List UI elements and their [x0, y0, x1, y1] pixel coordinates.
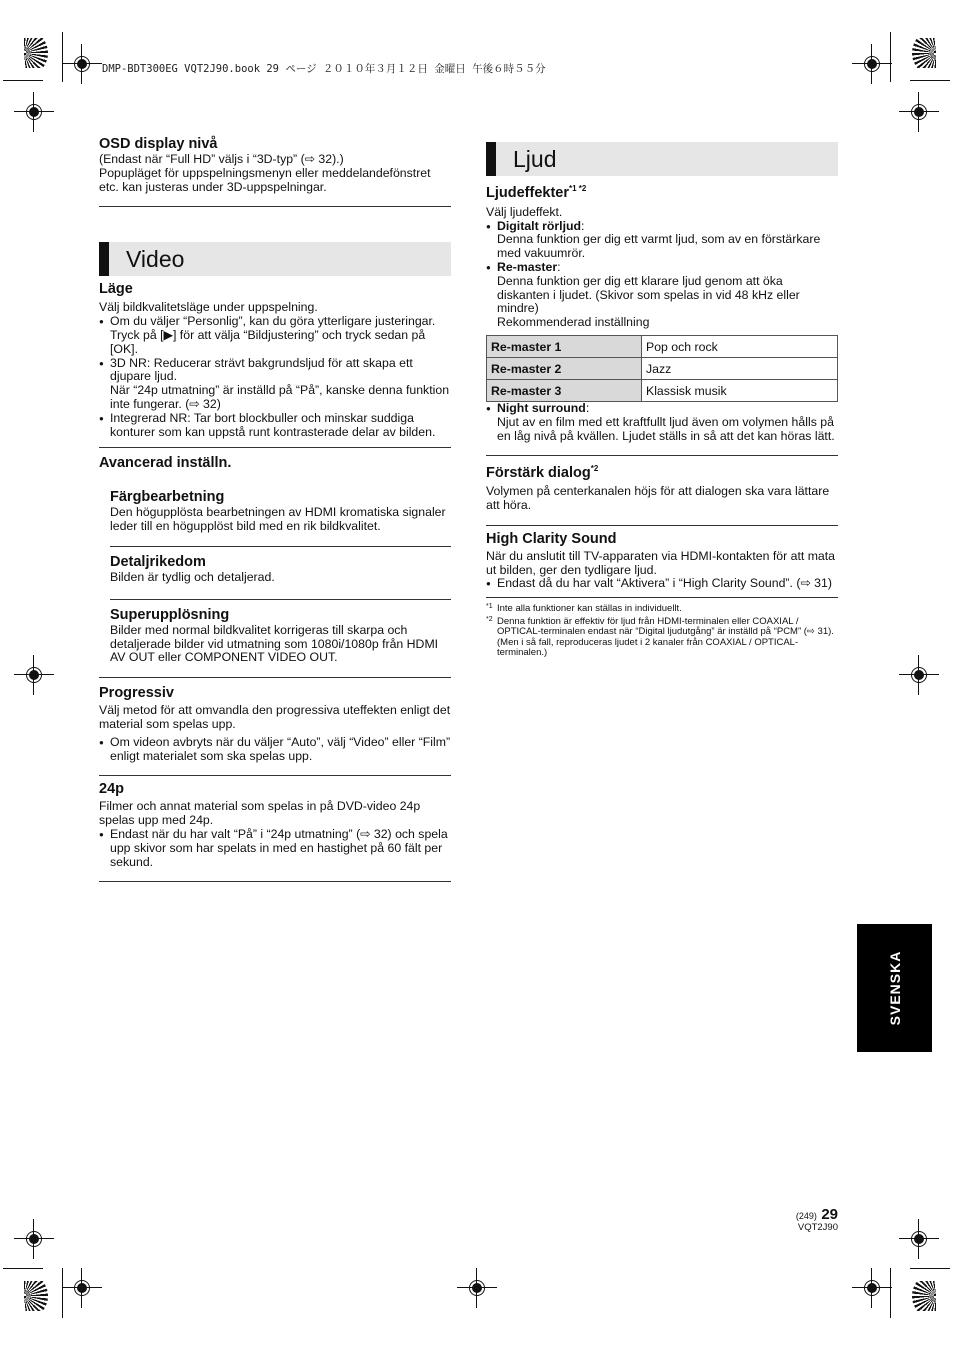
section-bar — [99, 242, 109, 276]
table-row — [487, 358, 838, 380]
language-tab — [857, 924, 932, 1052]
high-clarity-sound-title: High Clarity Sound — [486, 530, 617, 547]
night-surround-text: Njut av en film med ett kraftfullt ljud även om volymen hålls på en låg nivå på kvällen. Ljudet ställs in så att det kan höras lätt. — [497, 414, 835, 443]
lage-bullet: ● Om du väljer “Personlig”, kan du göra ytterligare justeringar. Tryck på [▶] för att välja “Bildjustering” och tryck sedan på [OK]. — [99, 315, 451, 356]
detaljrikedom-text: Bilden är tydlig och detaljerad. — [110, 569, 275, 584]
bullet-label: Re-master — [497, 260, 558, 275]
table-key: Re-master 3 — [487, 380, 642, 402]
print-mark-bottom-right — [912, 1281, 936, 1311]
video-heading: Video — [126, 246, 185, 273]
ljud-heading: Ljud — [513, 146, 557, 172]
trim-line — [910, 1268, 950, 1269]
footnote — [486, 604, 838, 615]
registration-mark-icon — [860, 1276, 884, 1300]
print-mark-bottom-left — [24, 1281, 48, 1311]
divider — [99, 677, 451, 678]
osd-note: (Endast när “Full HD” väljs i “3D-typ” (⇨ 32).) — [99, 152, 344, 166]
trim-line — [62, 1268, 63, 1318]
ljudeffekter-bullet: ● Re-master: — [486, 261, 838, 275]
avancerad-title: Avancerad inställn. — [99, 455, 232, 472]
forstark-dialog-title — [486, 460, 838, 482]
ljudeffekter-bullet: ● Night surround: — [486, 402, 838, 416]
print-mark-top-right — [912, 38, 936, 68]
footnote-ref: *2 — [590, 464, 599, 474]
p24-bullet: ● Endast när du har valt “På” i “24p utmatning” (⇨ 32) och spela upp skivor som har spelats in med en hastighet på 60 fält per sekund. — [99, 828, 451, 869]
lage-title: Läge — [99, 281, 133, 298]
divider — [99, 447, 451, 448]
table-value: Jazz — [642, 358, 838, 380]
superupplosning-text: Bilder med normal bildkvalitet korrigeras till skarpa och detaljerade bilder vid utmatning som 1080i/1080p från HDMI AV OUT eller COMPONENT VIDEO OUT. — [110, 622, 439, 665]
footnote-mark: *2 — [486, 615, 493, 623]
registration-mark-icon — [860, 52, 884, 76]
video-section-header — [99, 242, 451, 276]
table-row — [487, 380, 838, 402]
footnote-ref: *1 *2 — [569, 184, 587, 193]
re-master-recommended: Rekommenderad inställning — [497, 315, 650, 330]
table-key: Re-master 1 — [487, 336, 642, 358]
divider — [99, 881, 451, 882]
re-master-table — [486, 335, 838, 402]
detaljrikedom-title: Detaljrikedom — [110, 553, 206, 570]
lage-bullet: ● 3D NR: Reducerar strävt bakgrundsljud för att skapa ett djupare ljud. — [99, 357, 451, 385]
trim-line — [910, 80, 950, 81]
registration-mark-icon — [22, 1227, 46, 1251]
divider — [486, 455, 838, 456]
print-mark-top-left — [24, 38, 48, 68]
lage-intro: Välj bildkvalitetsläge under uppspelning. — [99, 300, 318, 315]
trim-line — [62, 32, 63, 82]
trim-line — [3, 1268, 43, 1269]
footnote — [486, 617, 838, 659]
divider — [486, 597, 838, 598]
trim-line — [890, 32, 891, 82]
registration-mark-icon — [907, 663, 931, 687]
progressiv-bullet: ● Om videon avbryts när du väljer “Auto”, välj “Video” eller “Film” enligt materialet som ska spelas upp. — [99, 736, 451, 764]
table-row — [487, 336, 838, 358]
ljudeffekter-bullet: ● Digitalt rörljud: — [486, 220, 838, 234]
progressiv-text: Välj metod för att omvandla den progressiva uteffekten enligt det material som spelas upp. — [99, 703, 451, 731]
page-footer — [786, 1206, 838, 1233]
page-number-small: (249) — [795, 1211, 817, 1221]
registration-mark-icon — [70, 52, 94, 76]
forstark-dialog-label: Förstärk dialog — [486, 465, 591, 482]
bullet-label: Night surround — [497, 401, 586, 415]
digitalt-rorljud-text: Denna funktion ger dig ett varmt ljud, som av en förstärkare med vakuumrör. — [497, 232, 821, 261]
high-clarity-sound-text: När du anslutit till TV-apparaten via HDMI-kontakten för att mata ut bilden, ger den tydligare ljud. — [486, 548, 836, 577]
divider — [110, 599, 451, 600]
divider — [99, 775, 451, 776]
divider — [110, 546, 451, 547]
section-bar — [486, 142, 496, 176]
trim-line — [3, 80, 43, 81]
table-key: Re-master 2 — [487, 358, 642, 380]
lage-bullet: ● Integrerad NR: Tar bort blockbuller och minskar suddiga konturer som kan uppstå runt kontrasterade delar av bilden. — [99, 412, 451, 440]
left-column — [99, 135, 451, 882]
language-tab-label: SVENSKA — [886, 950, 903, 1026]
divider — [99, 206, 451, 207]
document-code: VQT2J90 — [797, 1222, 838, 1233]
ljudeffekter-label: Ljudeffekter — [486, 184, 569, 201]
footnote-text: Inte alla funktioner kan ställas in individuellt. — [497, 603, 682, 615]
progressiv-title: Progressiv — [99, 685, 174, 702]
lage-bullet-note: När “24p utmatning” är inställd på “På”, kanske denna funktion inte fungerar. (⇨ 32) — [110, 383, 450, 411]
osd-title: OSD display nivå — [99, 136, 218, 152]
osd-text: Popupläget för uppspelningsmenyn eller meddelandefönstret etc. kan justeras under 3D-uppspelningar. — [99, 165, 431, 194]
bullet-label: Digitalt rörljud — [497, 218, 582, 233]
superupplosning-title: Superupplösning — [110, 606, 230, 623]
registration-mark-icon — [22, 100, 46, 124]
fargbearbetning-title: Färgbearbetning — [110, 489, 225, 506]
registration-mark-icon — [465, 1276, 489, 1300]
right-column — [486, 142, 838, 659]
table-value: Klassisk musik — [642, 380, 838, 402]
print-header: DMP-BDT300EG VQT2J90.book 29 ページ ２０１０年３月１２日 金曜日 午後６時５５分 — [102, 63, 546, 75]
re-master-text: Denna funktion ger dig ett klarare ljud genom att öka diskanten i ljudet. (Skivor som spelas in vid 48 kHz eller mindre) — [497, 273, 800, 316]
ljudeffekter-title — [486, 180, 838, 202]
forstark-dialog-text: Volymen på centerkanalen höjs för att dialogen ska vara lättare att höra. — [486, 484, 830, 513]
footnote-text: Denna funktion är effektiv för ljud från HDMI-terminalen eller COAXIAL / OPTICAL-terminalen endast när “Digital ljudutgång” är inställd på “PCM” (⇨ 31). (Men i så fall, reproduceras ljudet i 2 kanaler från COAXIAL / OPTICAL-terminalen.) — [497, 615, 834, 659]
trim-line — [890, 1268, 891, 1318]
p24-title: 24p — [99, 781, 124, 798]
registration-mark-icon — [907, 100, 931, 124]
ljud-section-header — [486, 142, 838, 176]
page-number: 29 — [821, 1206, 838, 1223]
ljudeffekter-intro: Välj ljudeffekt. — [486, 204, 563, 219]
registration-mark-icon — [907, 1227, 931, 1251]
fargbearbetning-text: Den högupplösta bearbetningen av HDMI kromatiska signaler leder till en högupplöst bild med en rik bildkvalitet. — [110, 505, 446, 534]
divider — [486, 525, 838, 526]
high-clarity-sound-bullet: ● Endast då du har valt “Aktivera” i “High Clarity Sound”. (⇨ 31) — [486, 577, 838, 591]
footnote-mark: *1 — [486, 603, 493, 611]
p24-text: Filmer och annat material som spelas in på DVD-video 24p spelas upp med 24p. — [99, 799, 421, 828]
table-value: Pop och rock — [642, 336, 838, 358]
registration-mark-icon — [70, 1276, 94, 1300]
registration-mark-icon — [22, 663, 46, 687]
